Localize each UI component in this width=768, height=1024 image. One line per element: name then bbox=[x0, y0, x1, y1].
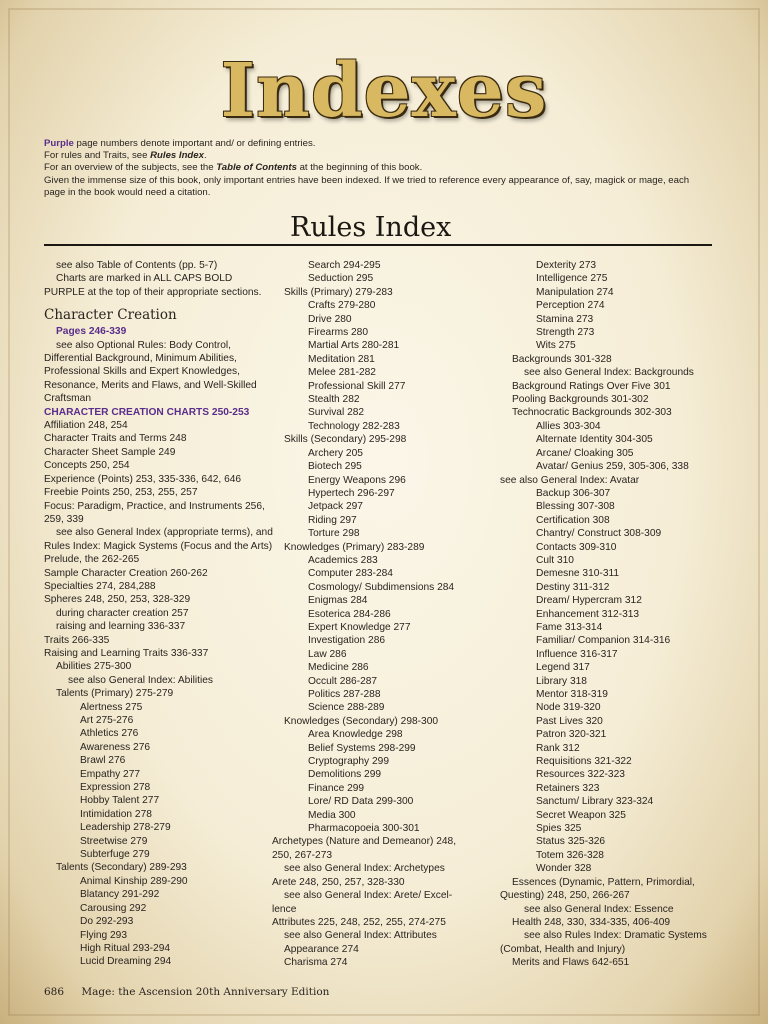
index-entry: see also General Index (appropriate terms), and bbox=[56, 527, 273, 539]
index-entry: Esoterica 284-286 bbox=[308, 608, 391, 620]
index-entry: High Ritual 293-294 bbox=[80, 942, 171, 954]
index-entry: Traits 266-335 bbox=[44, 634, 110, 646]
index-entry: Freebie Points 250, 253, 255, 257 bbox=[44, 487, 198, 499]
index-entry: Spies 325 bbox=[536, 823, 582, 835]
index-entry: Totem 326-328 bbox=[536, 849, 604, 861]
index-entry: Enigmas 284 bbox=[308, 595, 368, 607]
index-entry: Charts are marked in ALL CAPS BOLD bbox=[56, 273, 233, 285]
index-entry: Enhancement 312-313 bbox=[536, 608, 640, 620]
index-entry: Wits 275 bbox=[536, 340, 576, 352]
index-entry: Professional Skills and Expert Knowledges, bbox=[44, 366, 240, 378]
index-entry: Leadership 278-279 bbox=[80, 822, 171, 834]
index-entry: Spheres 248, 250, 253, 328-329 bbox=[44, 594, 191, 606]
index-entry: Technology 282-283 bbox=[308, 420, 400, 432]
index-entry: Drive 280 bbox=[308, 313, 352, 325]
index-entry: see also General Index: Abilities bbox=[68, 674, 213, 686]
index-entry: Seduction 295 bbox=[308, 273, 374, 285]
index-entry: Archetypes (Nature and Demeanor) 248, bbox=[272, 836, 457, 848]
index-entry: see also Optional Rules: Body Control, bbox=[56, 339, 231, 351]
index-entry: Merits and Flaws 642-651 bbox=[512, 957, 630, 969]
index-entry: Energy Weapons 296 bbox=[308, 474, 406, 486]
index-entry: Destiny 311-312 bbox=[536, 581, 610, 593]
index-entry: Differential Background, Minimum Abilities, bbox=[44, 353, 237, 365]
index-entry: Pharmacopoeia 300-301 bbox=[308, 823, 420, 835]
index-entry: Perception 274 bbox=[536, 300, 605, 312]
index-entry: Resonance, Merits and Flaws, and Well-Skilled bbox=[44, 379, 257, 391]
index-entry: Legend 317 bbox=[536, 662, 590, 674]
index-entry: Belief Systems 298-299 bbox=[308, 742, 416, 754]
index-entry: Animal Kinship 289-290 bbox=[80, 875, 188, 887]
index-entry: Subterfuge 279 bbox=[80, 849, 150, 861]
index-entry: Rules Index: Magick Systems (Focus and the Arts) bbox=[44, 540, 273, 552]
index-entry: lence bbox=[272, 903, 297, 915]
index-entry: Health 248, 330, 334-335, 406-409 bbox=[512, 916, 671, 928]
index-entry: PURPLE at the top of their appropriate sections. bbox=[44, 286, 262, 298]
index-entry: Arcane/ Cloaking 305 bbox=[536, 447, 634, 459]
index-entry: Intimidation 278 bbox=[80, 808, 152, 820]
index-column-1 bbox=[44, 259, 273, 969]
index-entry: Crafts 279-280 bbox=[308, 300, 376, 312]
index-entry: Blessing 307-308 bbox=[536, 501, 615, 513]
index-entry: Dream/ Hypercram 312 bbox=[536, 595, 642, 607]
index-entry: Attributes 225, 248, 252, 255, 274-275 bbox=[272, 916, 446, 928]
index-column-3 bbox=[500, 259, 715, 970]
index-entry: Node 319-320 bbox=[536, 702, 601, 714]
index-entry: see also Rules Index: Dramatic Systems bbox=[524, 930, 707, 942]
index-entry: Contacts 309-310 bbox=[536, 541, 617, 553]
index-entry: Martial Arts 280-281 bbox=[308, 340, 400, 352]
index-entry: Patron 320-321 bbox=[536, 729, 607, 741]
index-entry: Finance 299 bbox=[308, 782, 365, 794]
index-entry: Pooling Backgrounds 301-302 bbox=[512, 394, 649, 406]
index-entry: Alertness 275 bbox=[80, 701, 143, 713]
intro-line: For an overview of the subjects, see the Table of Contents at the beginning of this book. bbox=[44, 162, 423, 174]
index-entry: Avatar/ Genius 259, 305-306, 338 bbox=[536, 461, 689, 473]
index-entry: Do 292-293 bbox=[80, 916, 134, 928]
section-divider bbox=[44, 244, 712, 246]
index-entry: Intelligence 275 bbox=[536, 273, 608, 285]
index-entry: Retainers 323 bbox=[536, 782, 600, 794]
index-entry: CHARACTER CREATION CHARTS 250-253 bbox=[44, 406, 250, 418]
index-entry: Media 300 bbox=[308, 809, 356, 821]
index-entry: Secret Weapon 325 bbox=[536, 809, 626, 821]
index-entry: Questing) 248, 250, 266-267 bbox=[500, 890, 630, 902]
index-entry: see also Table of Contents (pp. 5-7) bbox=[56, 260, 218, 271]
index-entry: Expert Knowledge 277 bbox=[308, 621, 411, 633]
index-entry: Empathy 277 bbox=[80, 768, 141, 780]
index-entry: raising and learning 336-337 bbox=[56, 621, 186, 633]
index-entry: Affiliation 248, 254 bbox=[44, 420, 128, 432]
index-entry: Melee 281-282 bbox=[308, 367, 376, 379]
index-entry: Past Lives 320 bbox=[536, 715, 603, 727]
index-entry: Certification 308 bbox=[536, 514, 610, 526]
index-entry: Backup 306-307 bbox=[536, 487, 611, 499]
index-entry: Demolitions 299 bbox=[308, 769, 382, 781]
index-entry: Cult 310 bbox=[536, 554, 574, 566]
index-entry: Lucid Dreaming 294 bbox=[80, 956, 172, 968]
index-entry: see also General Index: Backgrounds bbox=[524, 367, 694, 379]
index-entry: Experience (Points) 253, 335-336, 642, 646 bbox=[44, 473, 242, 485]
index-entry: Computer 283-284 bbox=[308, 568, 393, 580]
index-entry: Essences (Dynamic, Pattern, Primordial, bbox=[512, 876, 695, 888]
index-entry: Area Knowledge 298 bbox=[308, 729, 403, 741]
index-entry: Riding 297 bbox=[308, 514, 357, 526]
index-entry: see also General Index: Attributes bbox=[284, 930, 437, 942]
index-entry: 250, 267-273 bbox=[272, 849, 333, 861]
index-entry: Firearms 280 bbox=[308, 327, 369, 339]
index-entry: Athletics 276 bbox=[80, 728, 139, 740]
index-entry: Focus: Paradigm, Practice, and Instruments 256, bbox=[44, 500, 265, 512]
index-entry: Awareness 276 bbox=[80, 741, 151, 753]
index-entry: Strength 273 bbox=[536, 327, 595, 339]
index-entry: Skills (Primary) 279-283 bbox=[284, 286, 393, 298]
index-entry: Streetwise 279 bbox=[80, 835, 148, 847]
index-entry: Fame 313-314 bbox=[536, 621, 603, 633]
index-entry: see also General Index: Essence bbox=[524, 903, 674, 915]
index-entry: Resources 322-323 bbox=[536, 769, 625, 781]
index-entry: Talents (Primary) 275-279 bbox=[56, 688, 174, 700]
index-entry: Science 288-289 bbox=[308, 702, 385, 714]
index-entry: Cryptography 299 bbox=[308, 756, 389, 768]
index-entry: Art 275-276 bbox=[80, 715, 134, 726]
index-entry: Biotech 295 bbox=[308, 461, 362, 473]
index-entry: during character creation 257 bbox=[56, 607, 189, 619]
index-column-2 bbox=[272, 259, 492, 970]
index-entry: Arete 248, 250, 257, 328-330 bbox=[272, 876, 405, 888]
index-entry: Status 325-326 bbox=[536, 836, 606, 848]
index-entry: Knowledges (Secondary) 298-300 bbox=[284, 715, 439, 727]
index-entry: Flying 293 bbox=[80, 929, 128, 941]
index-entry: Carousing 292 bbox=[80, 902, 147, 914]
page-number: 686 bbox=[44, 986, 65, 998]
index-entry: Dexterity 273 bbox=[536, 260, 597, 271]
index-entry: Brawl 276 bbox=[80, 755, 126, 767]
index-entry: Craftsman bbox=[44, 393, 91, 405]
index-entry: (Combat, Health and Injury) bbox=[500, 943, 626, 955]
index-entry: Technocratic Backgrounds 302-303 bbox=[512, 407, 672, 419]
index-entry: Law 286 bbox=[308, 648, 347, 660]
index-entry: Sample Character Creation 260-262 bbox=[44, 567, 208, 579]
index-entry: Occult 286-287 bbox=[308, 675, 378, 687]
index-entry: Wonder 328 bbox=[536, 863, 592, 875]
index-entry: Investigation 286 bbox=[308, 635, 386, 647]
index-entry: Specialties 274, 284,288 bbox=[44, 580, 156, 592]
index-entry: Manipulation 274 bbox=[536, 286, 614, 298]
index-entry: Concepts 250, 254 bbox=[44, 460, 130, 472]
index-entry: Stealth 282 bbox=[308, 394, 360, 406]
index-entry: Background Ratings Over Five 301 bbox=[512, 380, 671, 392]
index-entry: Character Creation bbox=[44, 307, 177, 324]
index-entry: Abilities 275-300 bbox=[56, 661, 132, 673]
index-entry: Familiar/ Companion 314-316 bbox=[536, 635, 671, 647]
index-entry: Academics 283 bbox=[308, 554, 378, 566]
index-entry: Politics 287-288 bbox=[308, 689, 381, 700]
index-entry: Allies 303-304 bbox=[536, 420, 601, 432]
intro-line: Given the immense size of this book, only important entries have been indexed. If we tried to reference every appearance of, say, magick or mage, each bbox=[44, 174, 690, 186]
index-entry: Character Sheet Sample 249 bbox=[44, 446, 176, 458]
index-entry: see also General Index: Arete/ Excel- bbox=[284, 890, 453, 902]
index-entry: Survival 282 bbox=[308, 407, 365, 419]
index-entry: Stamina 273 bbox=[536, 313, 594, 325]
index-entry: Talents (Secondary) 289-293 bbox=[56, 862, 187, 874]
index-entry: Blatancy 291-292 bbox=[80, 889, 160, 901]
index-entry: Appearance 274 bbox=[284, 943, 359, 955]
index-entry: Professional Skill 277 bbox=[308, 380, 406, 392]
index-entry: 259, 339 bbox=[44, 513, 84, 525]
index-entry: Sanctum/ Library 323-324 bbox=[536, 796, 654, 808]
index-entry: Requisitions 321-322 bbox=[536, 756, 632, 768]
page-title: Indexes bbox=[220, 48, 548, 134]
index-entry: Mentor 318-319 bbox=[536, 689, 608, 700]
index-entry: see also General Index: Archetypes bbox=[284, 863, 445, 875]
index-entry: Demesne 310-311 bbox=[536, 568, 620, 580]
index-entry: Chantry/ Construct 308-309 bbox=[536, 528, 662, 540]
intro-line: For rules and Traits, see Rules Index. bbox=[44, 150, 207, 162]
index-entry: Torture 298 bbox=[308, 528, 360, 540]
index-entry: Medicine 286 bbox=[308, 662, 369, 674]
intro-text bbox=[44, 138, 724, 199]
index-entry: Expression 278 bbox=[80, 782, 151, 794]
index-entry: Archery 205 bbox=[308, 447, 363, 459]
index-entry: Prelude, the 262-265 bbox=[44, 554, 140, 566]
index-entry: Lore/ RD Data 299-300 bbox=[308, 796, 414, 808]
index-entry: Rank 312 bbox=[536, 742, 580, 754]
book-title: Mage: the Ascension 20th Anniversary Edition bbox=[81, 986, 330, 998]
index-entry: Cosmology/ Subdimensions 284 bbox=[308, 581, 455, 593]
page-footer bbox=[44, 986, 329, 998]
intro-line: page in the book would need a citation. bbox=[44, 186, 211, 198]
index-entry: Knowledges (Primary) 283-289 bbox=[284, 541, 425, 553]
index-entry: see also General Index: Avatar bbox=[500, 474, 640, 486]
index-entry: Search 294-295 bbox=[308, 260, 381, 271]
index-entry: Raising and Learning Traits 336-337 bbox=[44, 647, 209, 659]
index-entry: Meditation 281 bbox=[308, 353, 375, 365]
intro-line: Purple page numbers denote important and/ or defining entries. bbox=[44, 138, 316, 149]
index-entry: Library 318 bbox=[536, 675, 587, 687]
index-entry: Skills (Secondary) 295-298 bbox=[284, 434, 407, 446]
index-entry: Charisma 274 bbox=[284, 957, 348, 969]
index-entry: Hobby Talent 277 bbox=[80, 795, 160, 807]
index-entry: Alternate Identity 304-305 bbox=[536, 434, 653, 446]
section-title: Rules Index bbox=[290, 212, 452, 243]
index-entry: Hypertech 296-297 bbox=[308, 487, 395, 499]
index-entry: Jetpack 297 bbox=[308, 501, 363, 513]
index-entry: Character Traits and Terms 248 bbox=[44, 433, 187, 445]
index-entry: Backgrounds 301-328 bbox=[512, 353, 612, 365]
index-entry: Pages 246-339 bbox=[56, 326, 127, 338]
index-entry: Influence 316-317 bbox=[536, 648, 618, 660]
